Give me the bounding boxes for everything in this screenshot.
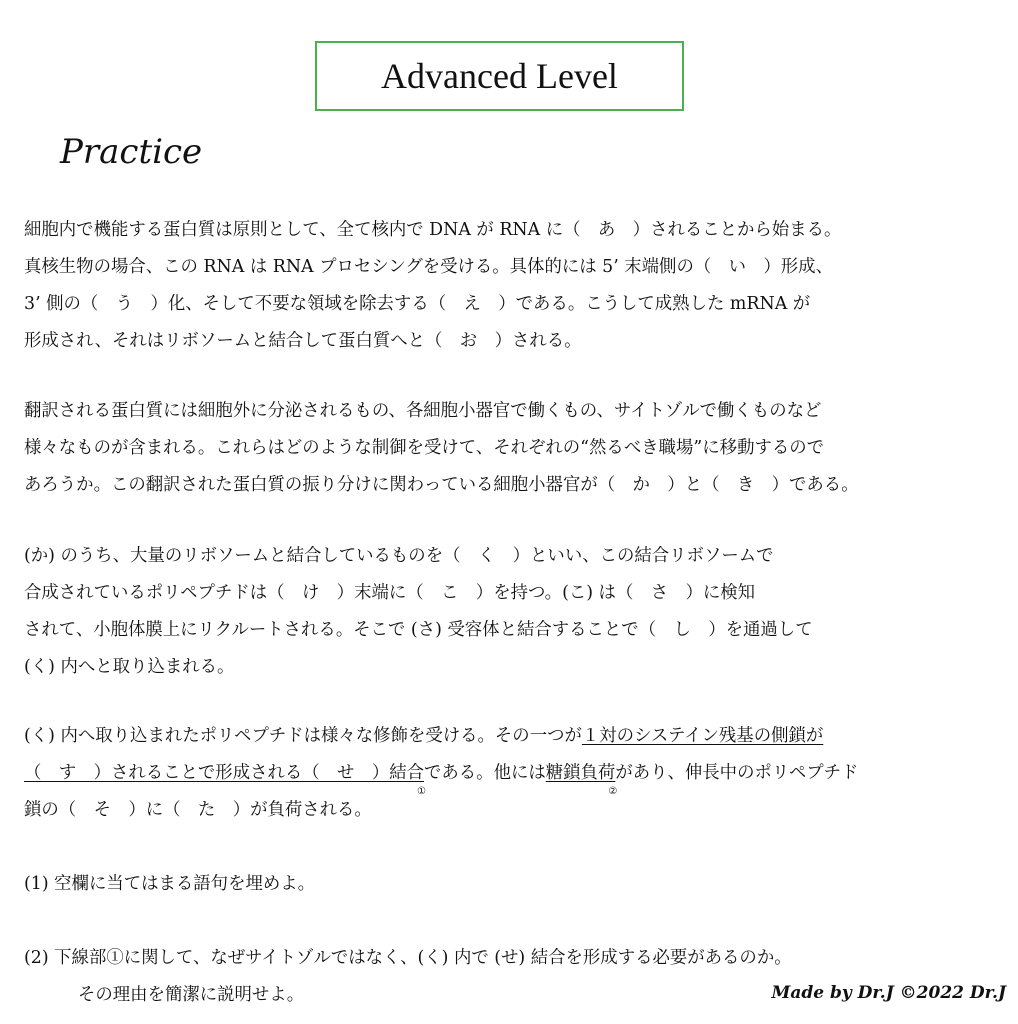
- question-text: その理由を簡潔に説明せよ。: [78, 985, 305, 1005]
- paragraph-line: されて、小胞体膜上にリクルートされる。そこで (さ) 受容体と結合することで（ し ）を通過して: [24, 620, 813, 640]
- underlined-text-1b: （ す ）されることで形成される（ せ ）結合: [24, 763, 424, 783]
- paragraph-line: 細胞内で機能する蛋白質は原則として、全て核内で DNA が RNA に（ あ ）されることから始まる。: [24, 220, 842, 240]
- page-title: Advanced Level: [381, 56, 618, 96]
- underlined-text-2: 糖鎖負荷: [545, 763, 616, 783]
- paragraph-line: (く) 内へと取り込まれる。: [24, 657, 235, 677]
- paragraph-1: [24, 212, 1009, 360]
- paragraph-line: 合成されているポリペプチドは（ け ）末端に（ こ ）を持つ。(こ) は（ さ ）に検知: [24, 583, 756, 603]
- footer-credit: Made by Dr.J ©2022 Dr.J: [771, 983, 1006, 1003]
- paragraph-line: [24, 755, 1009, 797]
- paragraph-line: あろうか。この翻訳された蛋白質の振り分けに関わっている細胞小器官が（ か ）と（ き ）である。: [24, 475, 859, 495]
- paragraph-line: 鎖の（ そ ）に（ た ）が負荷される。: [24, 800, 372, 820]
- question-1: [24, 866, 1009, 903]
- title-box: [315, 41, 684, 111]
- underline-mark-1: [24, 763, 426, 797]
- paragraph-2: [24, 393, 1009, 504]
- paragraph-line: [24, 718, 1009, 755]
- paragraph-line: 形成され、それはリボソームと結合して蛋白質へと（ お ）される。: [24, 331, 582, 351]
- section-heading: Practice: [60, 132, 203, 172]
- paragraph-line: 真核生物の場合、この RNA は RNA プロセシングを受ける。具体的には 5’ 末端側の（ い ）形成、: [24, 257, 833, 277]
- paragraph-line: 様々なものが含まれる。これらはどのような制御を受けて、それぞれの“然るべき職場”に移動するので: [24, 438, 825, 458]
- question-text: (2) 下線部①に関して、なぜサイトゾルではなく、(く) 内で (せ) 結合を形成する必要があるのか。: [24, 948, 792, 968]
- underline-mark-2: [545, 763, 618, 797]
- question-text: (1) 空欄に当てはまる語句を埋めよ。: [24, 874, 316, 894]
- text-segment: である。他には: [424, 763, 546, 783]
- marker-2: ②: [608, 786, 618, 797]
- paragraph-line: (か) のうち、大量のリボソームと結合しているものを（ く ）といい、この結合リボソームで: [24, 546, 774, 566]
- paragraph-line: 3’ 側の（ う ）化、そして不要な領域を除去する（ え ）である。こうして成熟した mRNA が: [24, 294, 811, 314]
- marker-1: ①: [417, 786, 426, 797]
- paragraph-3: [24, 538, 1009, 686]
- text-segment: があり、伸長中のポリペプチド: [615, 763, 859, 783]
- text-segment: (く) 内へ取り込まれたポリペプチドは様々な修飾を受ける。その一つが: [24, 726, 582, 746]
- paragraph-line: 翻訳される蛋白質には細胞外に分泌されるもの、各細胞小器官で働くもの、サイトゾルで働くものなど: [24, 401, 822, 421]
- underlined-text-1a: １対のシステイン残基の側鎖が: [581, 726, 824, 746]
- paragraph-4: [24, 718, 1009, 829]
